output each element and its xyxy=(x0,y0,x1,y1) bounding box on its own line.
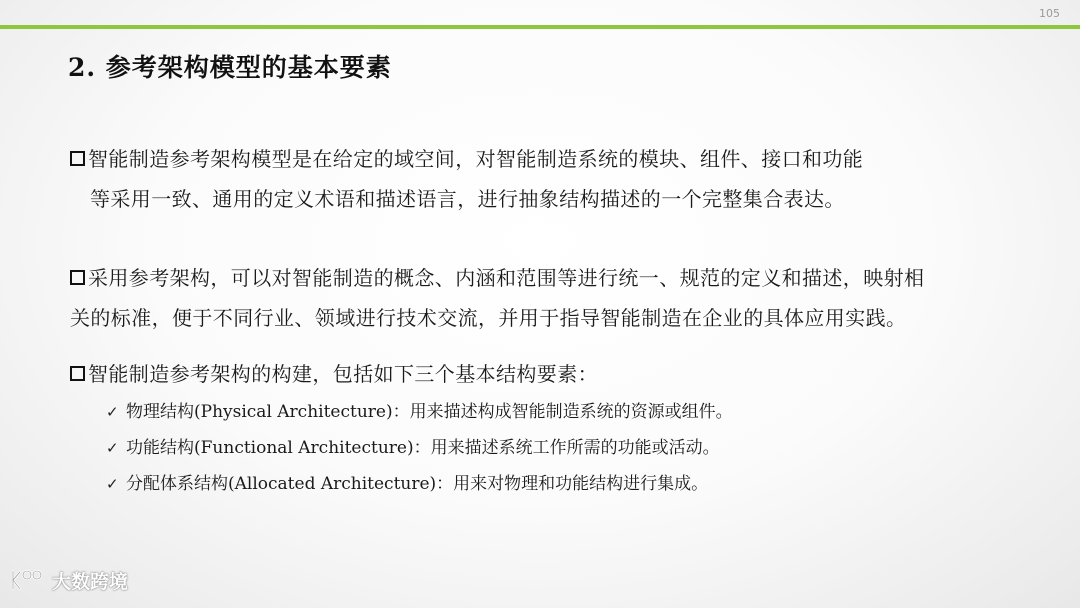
k100-logo-icon xyxy=(8,566,46,594)
slide-title: 2. 参考架构模型的基本要素 xyxy=(68,53,392,82)
top-accent-bar xyxy=(0,25,1080,29)
bullet-box-icon xyxy=(70,366,85,381)
watermark xyxy=(8,566,128,594)
bullet-line: 智能制造参考架构的构建，包括如下三个基本结构要素： xyxy=(88,362,598,386)
bullet-box-icon xyxy=(70,151,85,166)
bullet-line: 采用参考架构，可以对智能制造的概念、内涵和范围等进行统一、规范的定义和描述，映射相 xyxy=(88,266,925,290)
list-item xyxy=(106,466,733,502)
check-icon: ✓ xyxy=(106,439,119,457)
bullet-box-icon xyxy=(70,270,85,285)
check-icon: ✓ xyxy=(106,475,119,493)
list-item xyxy=(106,430,733,466)
check-icon: ✓ xyxy=(106,403,119,421)
structure-elements-list xyxy=(106,394,733,502)
page-number: 105 xyxy=(1039,7,1060,20)
list-item xyxy=(106,394,733,430)
bullet-line: 智能制造参考架构模型是在给定的域空间，对智能制造系统的模块、组件、接口和功能 xyxy=(88,147,864,171)
bullet-construction xyxy=(70,354,598,394)
list-item-text: 分配体系结构(Allocated Architecture)：用来对物理和功能结构进行集成。 xyxy=(126,474,709,494)
bullet-definition xyxy=(70,139,863,219)
bullet-purpose xyxy=(70,258,924,338)
list-item-text: 功能结构(Functional Architecture)：用来描述系统工作所需的功能或活动。 xyxy=(126,438,720,458)
bullet-line: 等采用一致、通用的定义术语和描述语言，进行抽象结构描述的一个完整集合表达。 xyxy=(90,187,845,211)
bullet-line: 关的标准，便于不同行业、领域进行技术交流，并用于指导智能制造在企业的具体应用实践。 xyxy=(70,306,907,330)
watermark-text: 大数跨境 xyxy=(52,570,129,593)
list-item-text: 物理结构(Physical Architecture)：用来描述构成智能制造系统的资源或组件。 xyxy=(126,402,733,422)
